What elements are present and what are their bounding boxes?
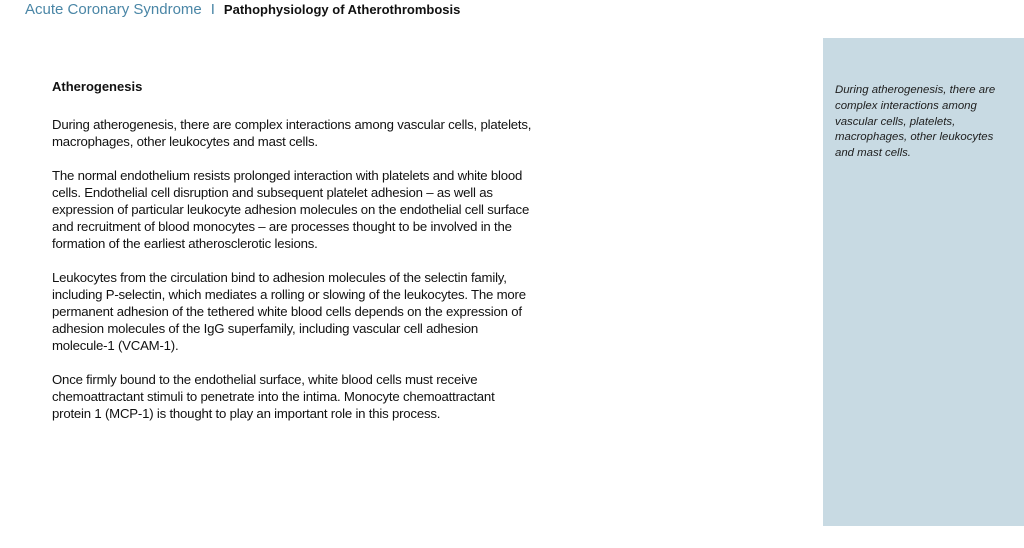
- section-title: Pathophysiology of Atherothrombosis: [223, 1, 461, 17]
- paragraph-2: The normal endothelium resists prolonged interaction with platelets and white blood cells. Endothelial cell disruption and subsequent platelet adhesion – as well as expression of particular leukocyte adhesion molecules on the endothelial cell surface and recruitment of blood monocytes – are processes thought to be involved in the formation of the earliest atherosclerotic lesions.: [52, 168, 530, 251]
- paragraph-1: During atherogenesis, there are complex interactions among vascular cells, platelets, macrophages, other leukocytes and mast cells.: [52, 117, 532, 149]
- sidebar-note: During atherogenesis, there are complex interactions among vascular cells, platelets, macrophages, other leukocytes and mast cells.: [835, 84, 996, 160]
- content-heading: Atherogenesis: [52, 79, 143, 94]
- brand-title: Acute Coronary Syndrome: [25, 0, 202, 18]
- header-separator: I: [210, 0, 215, 18]
- paragraph-3: Leukocytes from the circulation bind to adhesion molecules of the selectin family, including P-selectin, which mediates a rolling or slowing of the leukocytes. The more permanent adhesion of the tethered white blood cells depends on the expression of adhesion molecules of the IgG superfamily, including vascular cell adhesion molecule-1 (VCAM-1).: [52, 270, 526, 353]
- paragraph-4: Once firmly bound to the endothelial surface, white blood cells must receive chemoattractant stimuli to penetrate into the intima. Monocyte chemoattractant protein 1 (MCP-1) is thought to play an important role in this process.: [52, 372, 495, 421]
- sidebar-panel: [823, 38, 1024, 526]
- main-content: [52, 78, 532, 439]
- header: [25, 0, 460, 18]
